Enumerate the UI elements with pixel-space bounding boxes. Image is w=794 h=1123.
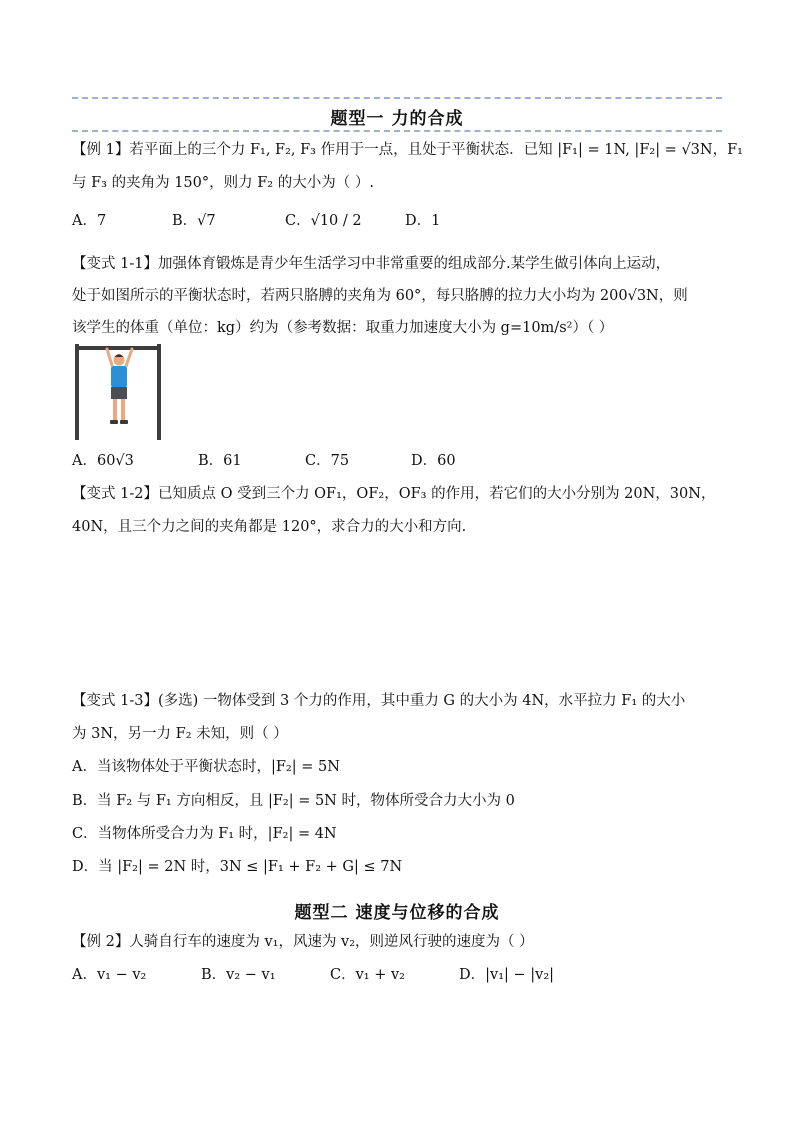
- v13-option-d: D．当 |F₂| = 2N 时，3N ≤ |F₁ + F₂ + G| ≤ 7N: [72, 859, 403, 875]
- v11-option-d: D．60: [411, 453, 456, 469]
- v13-line2: 为 3N，另一力 F₂ 未知，则（ ）: [72, 726, 288, 742]
- divider-top: [72, 97, 722, 99]
- ex2-line1: 【例 2】人骑自行车的速度为 v₁，风速为 v₂，则逆风行驶的速度为（ ）: [72, 934, 534, 950]
- v11-option-a: A．60√3: [72, 453, 134, 469]
- ex2-option-b: B．v₂ − v₁: [201, 967, 276, 983]
- v11-line1: 【变式 1-1】加强体育锻炼是青少年生活学习中非常重要的组成部分.某学生做引体向上运动，: [72, 256, 671, 272]
- section2-title: 题型二 速度与位移的合成: [294, 903, 500, 923]
- ex2-option-d: D．|v₁| − |v₂|: [459, 967, 555, 983]
- v13-option-c: C．当物体所受合力为 F₁ 时，|F₂| = 4N: [72, 826, 337, 842]
- v12-line1: 【变式 1-2】已知质点 O 受到三个力 OF₁，OF₂，OF₃ 的作用，若它们的大小分别为 20N，30N，: [72, 486, 716, 502]
- v13-line1: 【变式 1-3】(多选) 一物体受到 3 个力的作用，其中重力 G 的大小为 4N，水平拉力 F₁ 的大小: [72, 693, 686, 709]
- v13-option-a: A．当该物体处于平衡状态时，|F₂| = 5N: [72, 759, 340, 775]
- v13-option-b: B．当 F₂ 与 F₁ 方向相反，且 |F₂| = 5N 时，物体所受合力大小为 0: [72, 793, 515, 809]
- section1-title: 题型一 力的合成: [330, 109, 464, 129]
- v11-line2: 处于如图所示的平衡状态时，若两只胳膊的夹角为 60°，每只胳膊的拉力大小均为 200√3N，则: [72, 288, 688, 304]
- ex1-line2: 与 F₃ 的夹角为 150°，则力 F₂ 的大小为（ ）.: [72, 175, 374, 191]
- v12-line2: 40N，且三个力之间的夹角都是 120°，求合力的大小和方向.: [72, 519, 467, 535]
- pullup-figure: [72, 344, 166, 442]
- ex2-option-c: C．v₁ + v₂: [330, 967, 405, 983]
- ex1-option-c: C．√10 / 2: [285, 213, 362, 229]
- v11-option-c: C．75: [305, 453, 350, 469]
- ex1-option-a: A．7: [72, 213, 107, 229]
- divider-bottom: [72, 130, 722, 132]
- ex1-option-b: B．√7: [172, 213, 216, 229]
- v11-option-b: B．61: [198, 453, 242, 469]
- ex2-option-a: A．v₁ − v₂: [72, 967, 147, 983]
- ex1-line1: 【例 1】若平面上的三个力 F₁, F₂, F₃ 作用于一点，且处于平衡状态．已知 |F₁| = 1N, |F₂| = √3N，F₁: [72, 142, 743, 158]
- v11-line3: 该学生的体重（单位：kg）约为（参考数据：取重力加速度大小为 g=10m/s²）（ ）: [72, 320, 614, 336]
- ex1-option-d: D．1: [405, 213, 441, 229]
